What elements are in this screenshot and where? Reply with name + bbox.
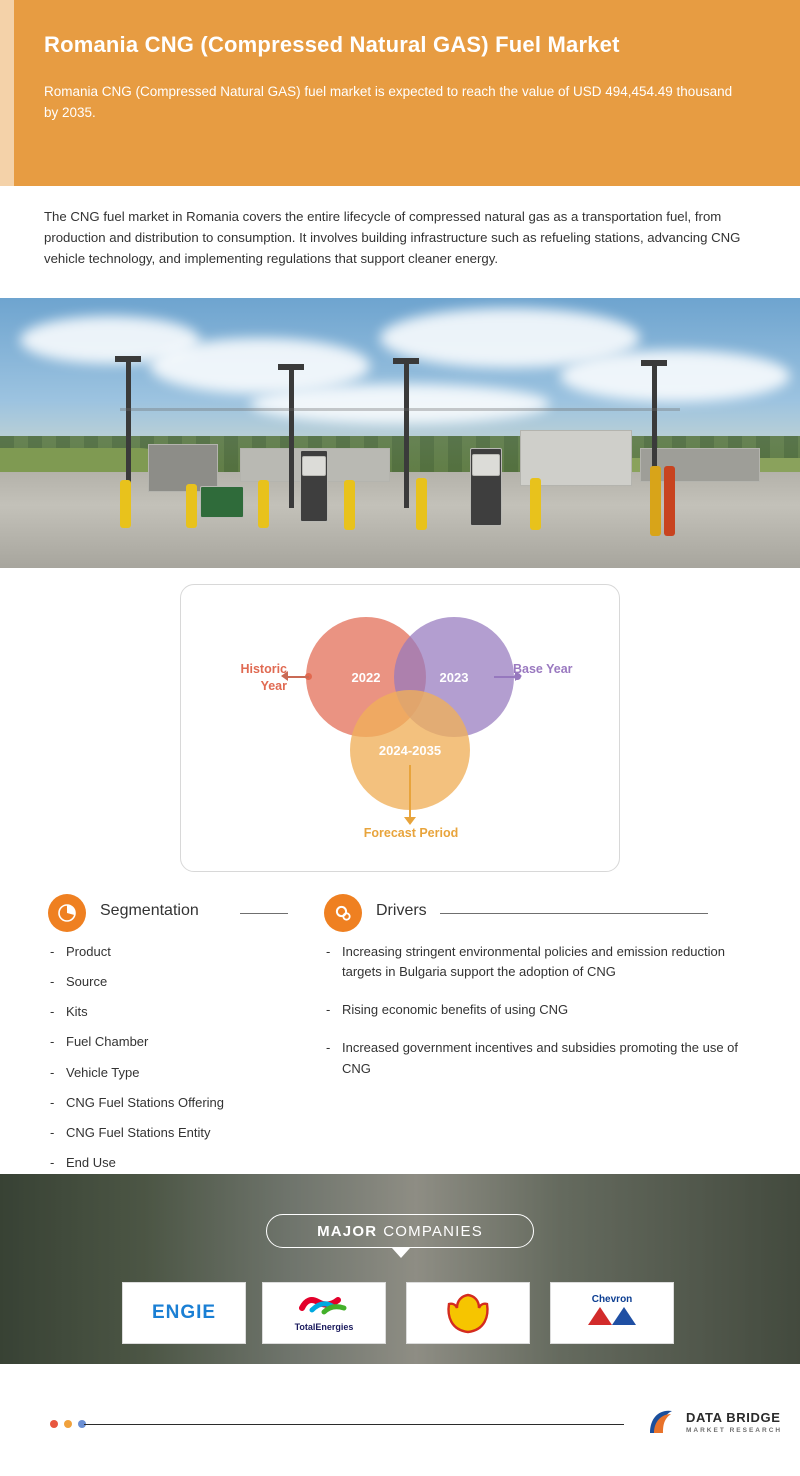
bollard bbox=[120, 480, 131, 528]
gears-icon bbox=[324, 894, 362, 932]
cloud-shape bbox=[560, 350, 790, 402]
forecast-period-value: 2024-2035 bbox=[378, 742, 442, 758]
light-pole-head bbox=[641, 360, 667, 366]
page-subtitle: Romania CNG (Compressed Natural GAS) fuel market is expected to reach the value of USD 494,454.49 thousand by 2035. bbox=[44, 83, 733, 120]
bollard bbox=[186, 484, 197, 528]
segmentation-drivers-section bbox=[0, 884, 800, 1174]
historic-connector-line bbox=[287, 676, 309, 678]
list-item: - Source bbox=[48, 972, 298, 992]
brand-tagline: MARKET RESEARCH bbox=[686, 1427, 783, 1434]
drivers-title: Drivers bbox=[376, 902, 427, 919]
year-venn-card bbox=[180, 584, 620, 872]
historic-year-label: Historic Year bbox=[240, 662, 287, 693]
equipment-cabinet bbox=[148, 444, 218, 492]
forecast-period-label: Forecast Period bbox=[363, 826, 459, 840]
list-item: - CNG Fuel Stations Offering bbox=[48, 1093, 298, 1113]
dispenser-screen bbox=[472, 454, 500, 476]
major-companies-heading-bold: MAJOR bbox=[317, 1222, 378, 1240]
header-left-accent bbox=[0, 0, 14, 186]
company-logo-label: Chevron bbox=[591, 1294, 633, 1305]
list-item: - Fuel Chamber bbox=[48, 1032, 298, 1052]
intro-paragraph: The CNG fuel market in Romania covers the entire lifecycle of compressed natural gas as a transportation fuel, from production and distribution to consumption. It involves building infrastructure such as refueling stations, advancing CNG vehicle technology, and implementing regulations that support cleaner energy. bbox=[44, 209, 741, 267]
footer-dots bbox=[50, 1420, 86, 1428]
companies-photo-overlay bbox=[0, 1174, 800, 1364]
light-pole-head bbox=[115, 356, 141, 362]
major-companies-heading bbox=[266, 1214, 534, 1248]
company-logo-label: ENGIE bbox=[151, 1302, 217, 1323]
dispenser-screen bbox=[302, 456, 326, 476]
brand-name: DATA BRIDGE bbox=[686, 1410, 781, 1425]
company-logo-label: TotalEnergies bbox=[294, 1322, 354, 1332]
bollard bbox=[258, 480, 269, 528]
brand-logo bbox=[644, 1405, 782, 1439]
light-pole bbox=[289, 368, 294, 508]
light-pole bbox=[404, 362, 409, 508]
totalenergies-mark bbox=[298, 1294, 350, 1316]
company-logo-shell bbox=[406, 1282, 530, 1344]
chevron-mark bbox=[584, 1305, 640, 1327]
data-bridge-icon bbox=[644, 1405, 678, 1439]
base-year-label: Base Year bbox=[513, 662, 573, 676]
heading-pointer bbox=[392, 1248, 410, 1258]
list-item: - Rising economic benefits of using CNG bbox=[324, 1000, 744, 1020]
company-logo-totalenergies bbox=[262, 1282, 386, 1344]
base-year-value: 2023 bbox=[439, 669, 469, 685]
list-item: - Increasing stringent environmental policies and emission reduction targets in Bulgaria support the adoption of CNG bbox=[324, 942, 744, 982]
segmentation-rule bbox=[240, 913, 288, 914]
bollard bbox=[530, 478, 541, 530]
segmentation-list bbox=[48, 942, 298, 1183]
pie-chart-icon bbox=[48, 894, 86, 932]
major-companies-heading-light: COMPANIES bbox=[383, 1222, 483, 1240]
historic-year-value: 2022 bbox=[351, 669, 381, 685]
shell-pecten-icon bbox=[445, 1292, 491, 1334]
header bbox=[0, 0, 800, 186]
light-pole-head bbox=[278, 364, 304, 370]
overhead-bar bbox=[120, 408, 680, 411]
list-item: - Increased government incentives and subsidies promoting the use of CNG bbox=[324, 1038, 744, 1078]
list-item: - Vehicle Type bbox=[48, 1063, 298, 1083]
list-item: - Product bbox=[48, 942, 298, 962]
bollard bbox=[344, 480, 355, 530]
drivers-rule bbox=[440, 913, 708, 914]
green-equipment-box bbox=[200, 486, 244, 518]
forecast-connector-line bbox=[409, 765, 411, 823]
intro-section bbox=[0, 186, 800, 298]
footer-rule bbox=[84, 1424, 624, 1425]
list-item: - End Use bbox=[48, 1153, 298, 1173]
bollard-red bbox=[664, 466, 675, 536]
cloud-shape bbox=[250, 384, 550, 424]
segmentation-title: Segmentation bbox=[100, 902, 199, 919]
bollard bbox=[416, 478, 427, 530]
major-companies-section bbox=[0, 1174, 800, 1364]
drivers-list bbox=[324, 942, 744, 1089]
list-item: - CNG Fuel Stations Entity bbox=[48, 1123, 298, 1143]
forecast-arrow-head bbox=[404, 817, 416, 825]
header-left-accent-inner bbox=[14, 0, 22, 186]
list-item: - Kits bbox=[48, 1002, 298, 1022]
footer-dot bbox=[64, 1420, 72, 1428]
footer-dot bbox=[50, 1420, 58, 1428]
light-pole-head bbox=[393, 358, 419, 364]
bollard bbox=[650, 466, 661, 536]
hero-photo bbox=[0, 298, 800, 568]
company-logo-chevron bbox=[550, 1282, 674, 1344]
company-logo-engie bbox=[122, 1282, 246, 1344]
page-title: Romania CNG (Compressed Natural GAS) Fuel Market bbox=[44, 32, 620, 57]
